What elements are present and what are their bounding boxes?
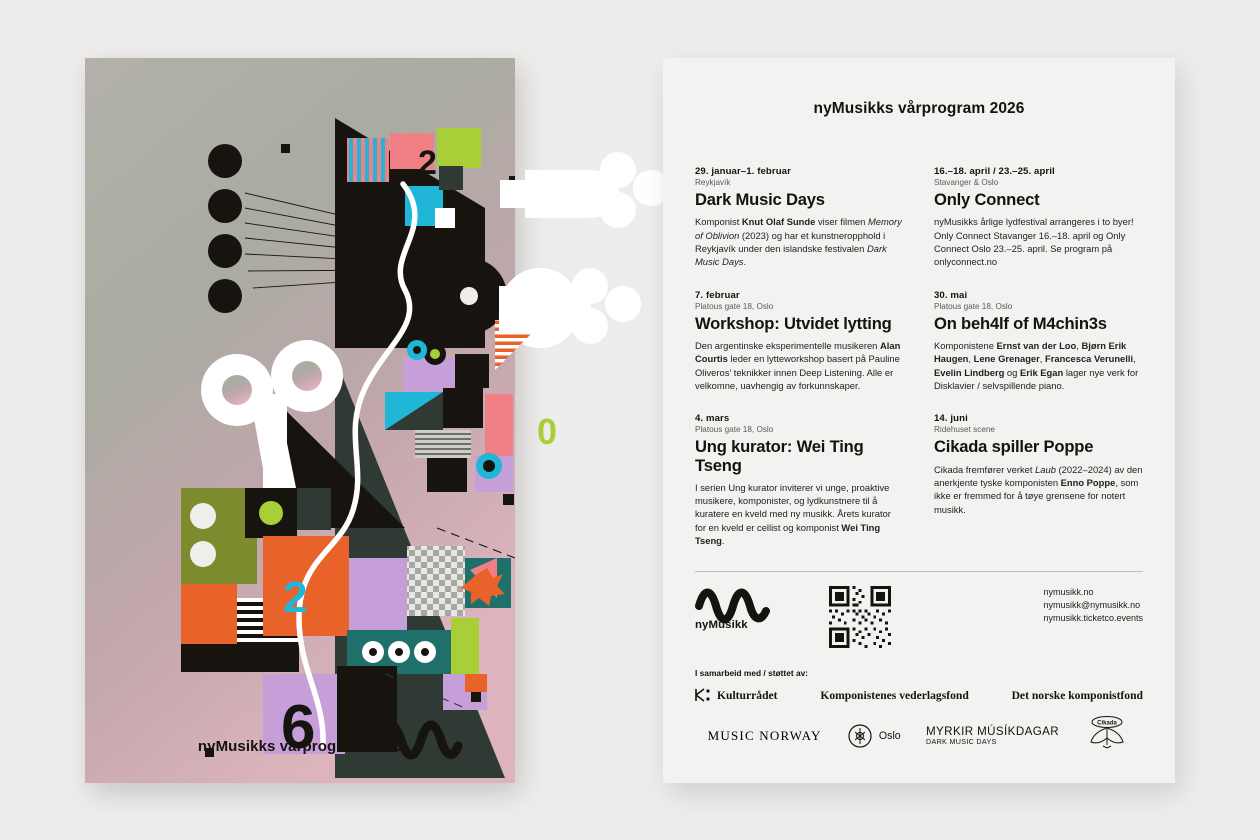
event-date: 7. februar xyxy=(695,289,740,301)
sponsor-vederlagsfond xyxy=(820,689,968,702)
sponsor-sublabel: DARK MUSIC DAYS xyxy=(925,736,997,746)
poster-back xyxy=(663,58,1175,783)
sponsor-label: Komponistenes vederlagsfond xyxy=(820,688,969,702)
sponsor-myrkir xyxy=(926,725,1059,746)
event-place: Platous gate 18, Oslo xyxy=(695,425,774,435)
event-item xyxy=(934,413,1143,516)
event-body: Komponistene Ernst van der Loo, Bjørn Erik Haugen, Lene Grenager, Francesca Verunelli, Evelin Lindberg og Erik Egan lager nye verk for Disklavier / selvspillende piano. xyxy=(934,339,1139,391)
contact-website[interactable]: nymusikk.no xyxy=(1043,587,1094,597)
contact-block xyxy=(1043,586,1143,625)
support-label: I samarbeid med / støttet av: xyxy=(695,668,809,678)
kulturradet-mark-icon xyxy=(695,688,711,702)
event-item xyxy=(934,166,1143,269)
front-numeral-0: 0 xyxy=(537,411,558,452)
poster-front-artwork xyxy=(85,58,558,783)
event-item xyxy=(695,290,904,393)
event-date: 14. juni xyxy=(934,413,968,425)
sponsor-oslo xyxy=(847,723,901,749)
event-body: nyMusikks årlige lydfestival arrangeres i to byer! Only Connect Stavanger 16.–18. april og Only Connect Oslo 23.–25. april. Se program på onlyconnect.no xyxy=(934,216,1134,268)
poster-front-title: nyMusikks vårprogram 2026 xyxy=(197,738,403,755)
event-date: 30. mai xyxy=(934,289,968,301)
wave-logo-icon xyxy=(695,586,775,616)
sponsor-row-2 xyxy=(695,716,1143,755)
event-body: Komponist Knut Olaf Sunde viser filmen Memory of Oblivion (2023) og har et kunstneropphold i Reykjavík under den islandske festivalen Dark Music Days. xyxy=(695,216,902,268)
poster-front xyxy=(85,58,558,783)
event-body: Cikada fremfører verket Laub (2022–2024) av den anerkjente tyske komponisten Enno Poppe, som ikke er fremmed for å tøye grensene for notert musikk. xyxy=(934,463,1143,515)
footer-top-row xyxy=(695,586,1143,648)
cikada-insect-icon xyxy=(1084,716,1130,750)
front-numeral-6: 6 xyxy=(281,693,316,762)
event-title: Ung kurator: Wei Ting Tseng xyxy=(695,437,864,475)
program-columns xyxy=(663,166,1175,568)
poster-back-title: nyMusikks vårprogram 2026 xyxy=(813,100,1025,117)
event-place: Reykjavík xyxy=(695,178,731,187)
nymusikk-logo xyxy=(695,586,803,631)
event-place: Platous gate 18, Oslo xyxy=(934,301,1013,311)
sponsor-kulturradet xyxy=(695,688,778,702)
front-numeral-2: 2 xyxy=(418,144,437,182)
footer-divider xyxy=(695,571,1143,572)
event-title: Dark Music Days xyxy=(695,190,825,209)
event-place: Ridehuset scene xyxy=(934,425,995,435)
sponsor-label: Kulturrådet xyxy=(717,688,778,702)
event-item xyxy=(695,413,904,547)
program-column-right xyxy=(934,166,1143,568)
event-body: I serien Ung kurator inviterer vi unge, proaktive musikere, komponister, og lydkunstnere til å kuratere en kveld med ny musikk. Årets kurator for en kveld er cellist og komponist Wei Ting Tseng. xyxy=(695,481,891,547)
sponsor-cikada xyxy=(1084,716,1130,755)
qr-code[interactable] xyxy=(829,586,891,648)
event-date: 29. januar–1. februar xyxy=(695,166,791,177)
event-title: Only Connect xyxy=(934,190,1040,209)
svg-text:Cikada: Cikada xyxy=(1097,720,1118,727)
event-title: Cikada spiller Poppe xyxy=(934,437,1094,457)
nymusikk-logo-text: nyMusikk xyxy=(695,619,748,631)
front-numeral-2b: 2 xyxy=(283,573,308,622)
contact-email[interactable]: nymusikk@nymusikk.no xyxy=(1043,600,1141,611)
sponsor-row-1 xyxy=(695,688,1143,702)
contact-tickets[interactable]: nymusikk.ticketco.events xyxy=(1043,613,1143,624)
sponsor-music-norway: MUSIC NORWAY xyxy=(707,727,822,743)
program-column-left xyxy=(695,166,904,568)
sponsor-label: MYRKIR MÚSÍKDAGAR xyxy=(925,724,1060,738)
event-place: Stavanger & Oslo xyxy=(934,178,999,187)
event-item xyxy=(934,290,1143,393)
event-date: 4. mars xyxy=(695,413,730,425)
sponsor-komponistfond xyxy=(1012,689,1143,702)
event-body: Den argentinske eksperimentelle musikeren Alan Courtis leder en lytteworkshop basert på Pauline Oliveros’ teknikker innen Deep Listening. Alle er velkomne, uavhengig av forkunnskaper. xyxy=(695,339,901,391)
poster-footer xyxy=(695,571,1143,755)
event-place: Platous gate 18, Oslo xyxy=(695,301,774,311)
event-title: On beh4lf of M4chin3s xyxy=(934,313,1107,333)
oslo-crest-icon xyxy=(847,723,873,749)
event-date: 16.–18. april / 23.–25. april xyxy=(934,166,1055,177)
event-title: Workshop: Utvidet lytting xyxy=(695,313,892,333)
sponsor-label: Oslo xyxy=(878,729,901,742)
event-item xyxy=(695,166,904,269)
sponsor-label: Det norske komponistfond xyxy=(1011,688,1143,702)
